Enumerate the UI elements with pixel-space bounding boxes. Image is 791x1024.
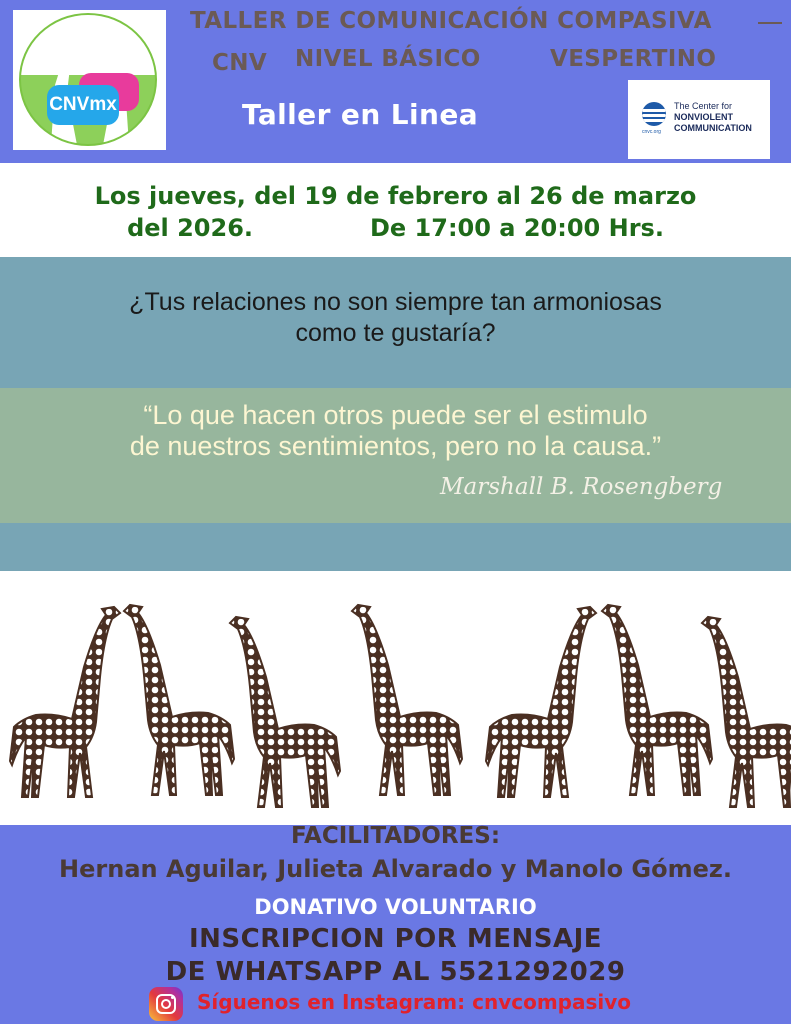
question-line1: ¿Tus relaciones no son siempre tan armoniosas	[129, 288, 662, 316]
cnvc-logo	[628, 80, 770, 159]
question-text	[0, 287, 791, 349]
year-text: del 2026.	[127, 214, 254, 242]
cnvc-url: cnvc.org	[642, 129, 661, 135]
instagram-handle[interactable]: Síguenos en Instagram: cnvcompasivo	[197, 990, 632, 1014]
giraffe-2	[124, 605, 234, 795]
time-text: De 17:00 a 20:00 Hrs.	[370, 214, 664, 242]
facilitators-names: Hernan Aguilar, Julieta Alvarado y Manolo Gómez.	[59, 855, 732, 883]
cnvc-name-line1: The Center for	[674, 101, 733, 111]
giraffe-4	[352, 605, 462, 795]
logo-circle	[19, 13, 157, 146]
donation-label: DONATIVO VOLUNTARIO	[254, 895, 537, 919]
giraffe-5	[486, 607, 596, 797]
cnvmx-logo	[13, 10, 166, 150]
cnvc-wave-icon	[642, 102, 666, 126]
logo-text: CNVmx	[49, 94, 117, 115]
question-line2: como te gustaría?	[295, 319, 496, 347]
quote-text	[0, 400, 791, 462]
quote-line2: de nuestros sentimientos, pero no la causa.”	[129, 431, 662, 461]
giraffe-6	[602, 605, 712, 795]
facilitators-title: FACILITADORES:	[290, 823, 501, 849]
schedule-label: VESPERTINO	[550, 46, 717, 72]
cnvc-name	[674, 101, 752, 134]
registration-line2: DE WHATSAPP AL 5521292029	[165, 957, 626, 987]
date-range-line: Los jueves, del 19 de febrero al 26 de marzo	[94, 182, 697, 210]
level-label: NIVEL BÁSICO	[295, 46, 481, 72]
giraffe-1	[10, 607, 120, 797]
giraffes-illustration	[0, 571, 791, 825]
giraffe-3	[230, 617, 340, 807]
year-and-time-line	[0, 214, 791, 242]
cnvc-name-line3: COMMUNICATION	[674, 123, 752, 133]
registration-line1: INSCRIPCION POR MENSAJE	[188, 924, 603, 954]
title-strike-line	[758, 22, 782, 24]
instagram-icon[interactable]	[149, 987, 183, 1021]
cnv-label: CNV	[212, 50, 268, 76]
cnvc-name-line2: NONVIOLENT	[674, 112, 734, 122]
workshop-title: TALLER DE COMUNICACIÓN COMPASIVA	[190, 8, 712, 34]
online-workshop-label: Taller en Linea	[242, 98, 479, 131]
quote-line1: “Lo que hacen otros puede ser el estimulo	[143, 400, 648, 430]
quote-author: Marshall B. Rosengberg	[440, 474, 723, 500]
giraffe-7	[702, 617, 791, 807]
